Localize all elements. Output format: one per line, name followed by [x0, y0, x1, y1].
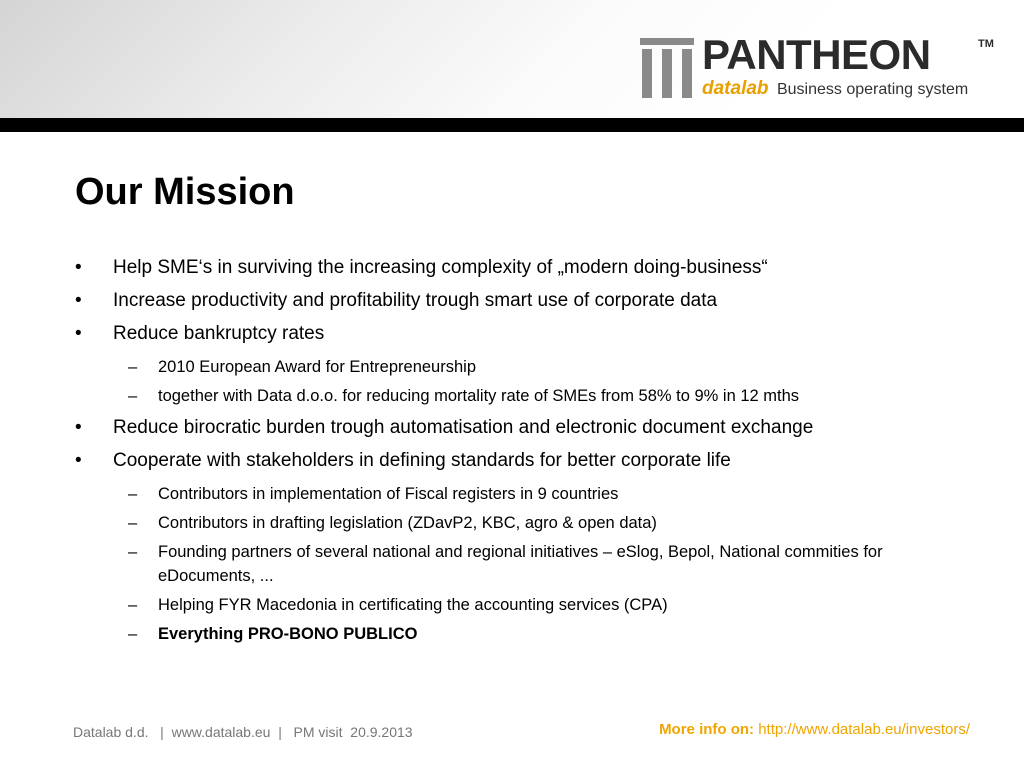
pillars-logo-icon: [640, 38, 694, 98]
more-info-label: More info on:: [659, 721, 755, 738]
sub-bullet-item: [128, 482, 975, 506]
sub-bullet-item: [128, 384, 975, 408]
sub-bullet-item: [128, 622, 975, 646]
dash-mark: –: [128, 514, 138, 532]
bullet-mark: •: [75, 323, 82, 344]
logo-wordmark: PANTHEON: [702, 31, 931, 78]
bullet-text: Reduce bankruptcy rates: [113, 323, 325, 344]
sub-bullet-item: [128, 511, 975, 535]
dash-mark: –: [128, 543, 138, 561]
bullet-text: Cooperate with stakeholders in defining standards for better corporate life: [113, 450, 731, 471]
bullet-mark: •: [75, 417, 82, 438]
slide-title: Our Mission: [75, 171, 295, 213]
bullet-item: [75, 289, 975, 313]
sub-bullet-text: Contributors in implementation of Fiscal registers in 9 countries: [158, 485, 619, 503]
dash-mark: –: [128, 625, 138, 643]
footer-info: Datalab d.d. | www.datalab.eu | PM visit 20.9.2013: [73, 724, 413, 740]
sub-bullet-text: Everything PRO-BONO PUBLICO: [158, 625, 418, 643]
logo-brand: datalab: [702, 78, 769, 99]
bullet-item: [75, 449, 975, 473]
bullet-item: [75, 322, 975, 346]
sub-bullet-item: [128, 540, 975, 588]
sub-bullet-item: [128, 593, 975, 617]
sub-bullet-text: 2010 European Award for Entrepreneurship: [158, 358, 476, 376]
bullet-item: [75, 256, 975, 280]
bullet-mark: •: [75, 257, 82, 278]
sub-bullet-text: Helping FYR Macedonia in certificating the accounting services (CPA): [158, 596, 668, 614]
dash-mark: –: [128, 485, 138, 503]
bullet-text: Increase productivity and profitability trough smart use of corporate data: [113, 290, 718, 311]
pantheon-logo: [636, 31, 996, 102]
logo-trademark: TM: [978, 38, 994, 50]
sub-bullet-item: [128, 355, 975, 379]
header-divider-bar: [0, 118, 1024, 132]
footer-more-info: [659, 721, 970, 738]
dash-mark: –: [128, 596, 138, 614]
sub-bullet-text: Founding partners of several national and regional initiatives – eSlog, Bepol, National commities for eDocuments, ...: [158, 543, 883, 585]
bullet-item: [75, 416, 975, 440]
dash-mark: –: [128, 358, 138, 376]
investors-link[interactable]: http://www.datalab.eu/investors/: [758, 721, 970, 738]
bullet-mark: •: [75, 450, 82, 471]
sub-bullet-text: together with Data d.o.o. for reducing mortality rate of SMEs from 58% to 9% in 12 mths: [158, 387, 800, 405]
sub-bullet-text: Contributors in drafting legislation (ZDavP2, KBC, agro & open data): [158, 514, 657, 532]
logo-tagline: Business operating system: [776, 81, 969, 98]
bullet-text: Help SME‘s in surviving the increasing complexity of „modern doing-business“: [113, 257, 768, 278]
bullet-mark: •: [75, 290, 82, 311]
logo-subline: [702, 79, 968, 98]
dash-mark: –: [128, 387, 138, 405]
mission-list: [75, 256, 975, 651]
bullet-text: Reduce birocratic burden trough automatisation and electronic document exchange: [113, 417, 814, 438]
